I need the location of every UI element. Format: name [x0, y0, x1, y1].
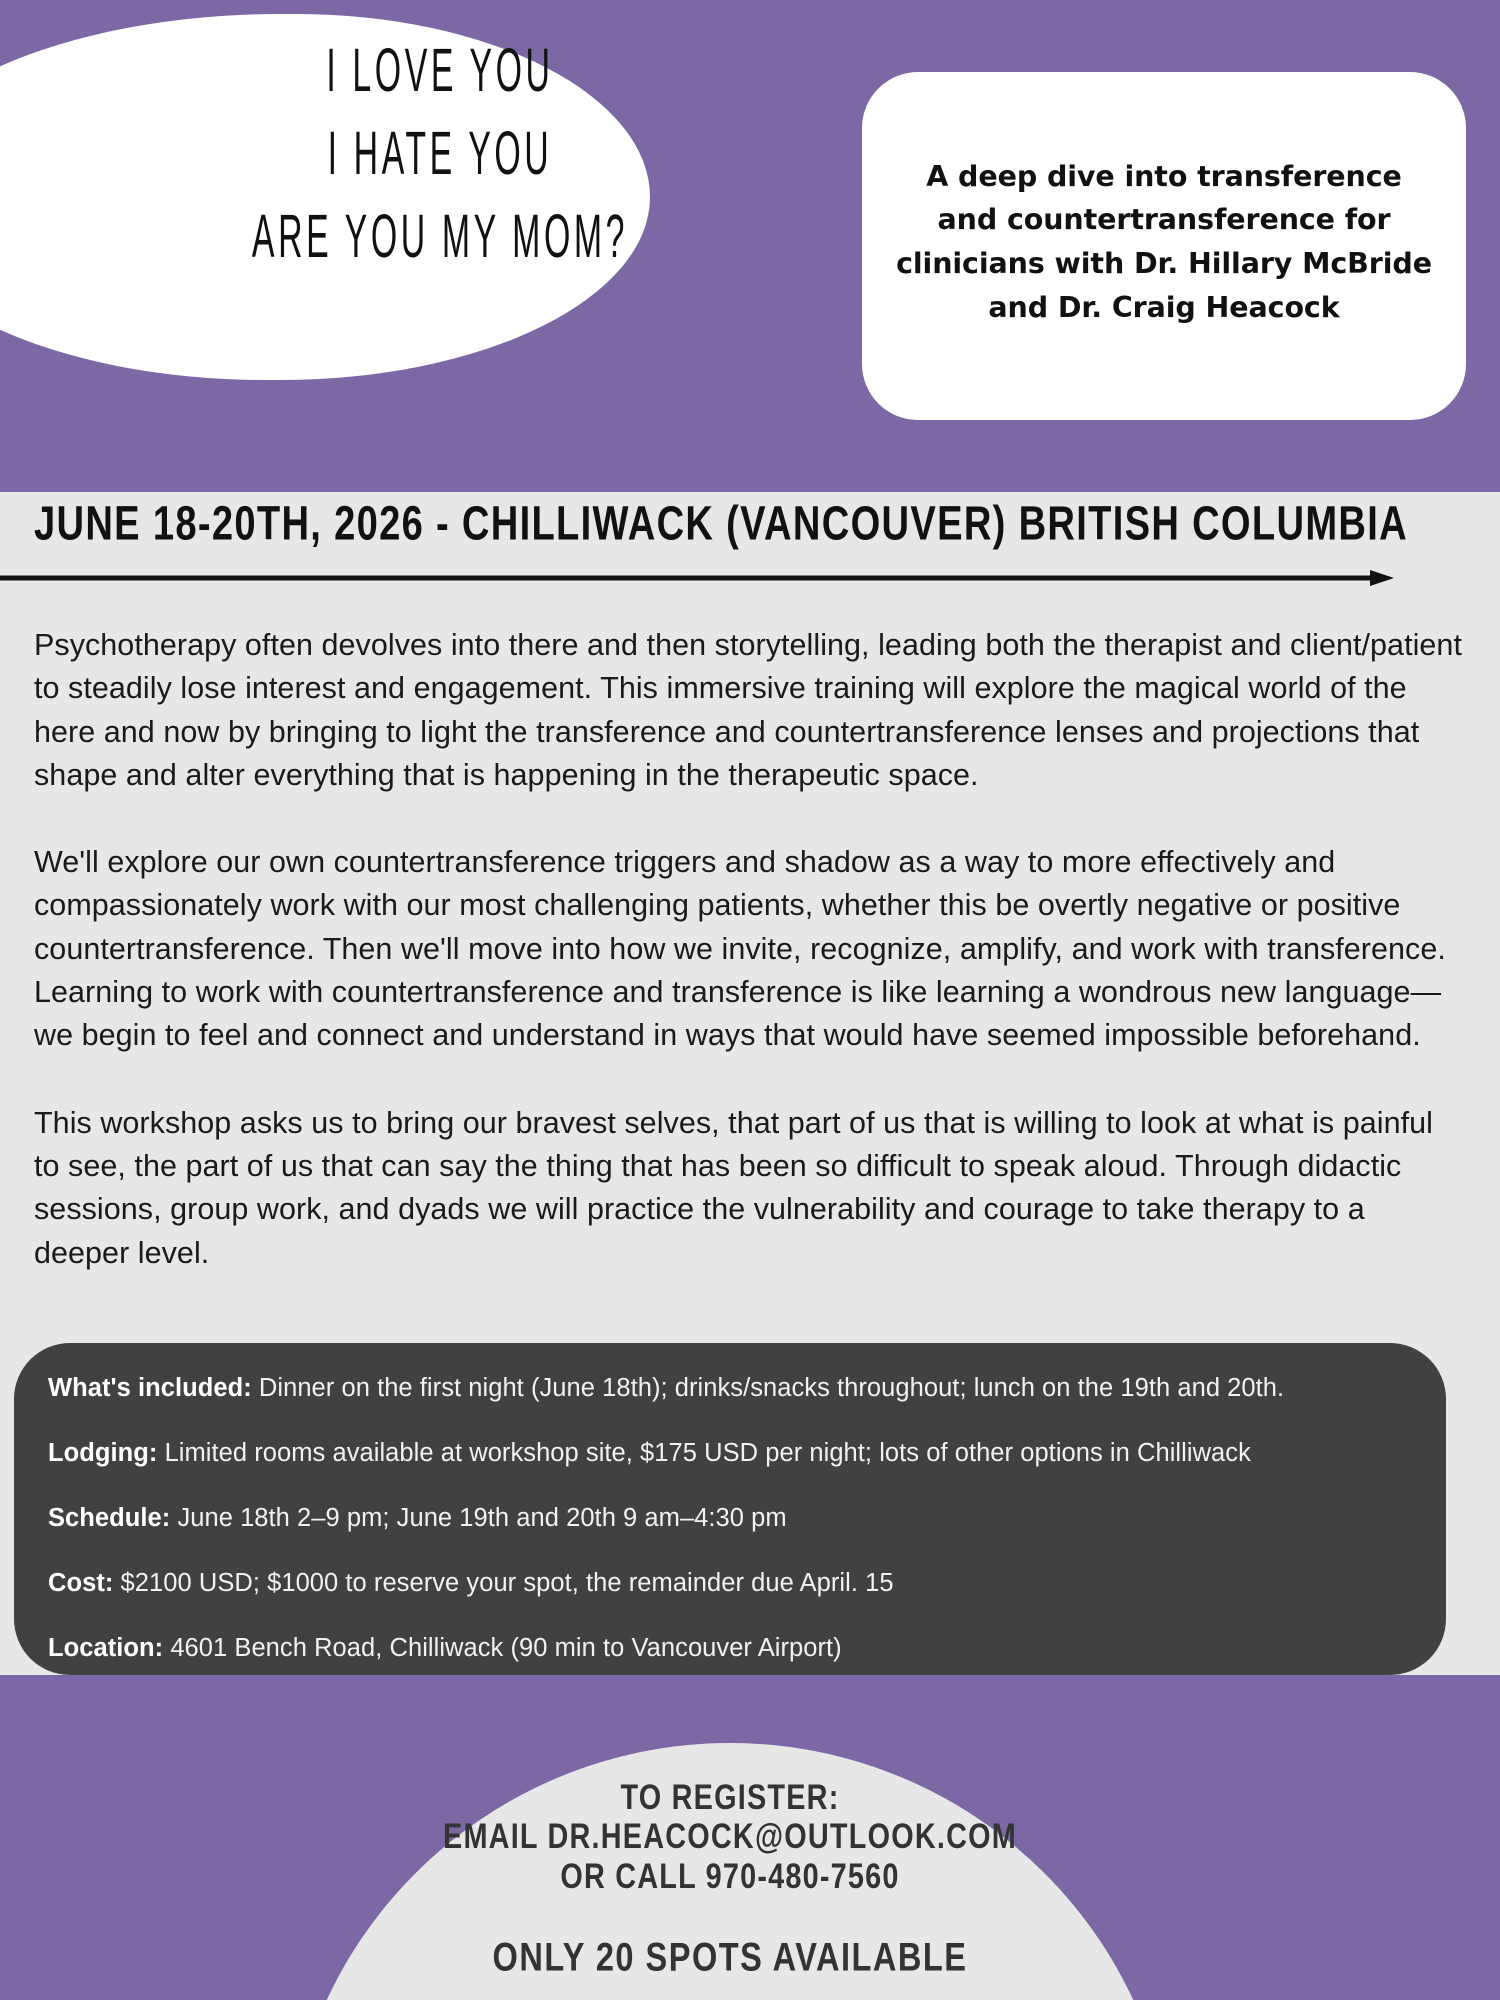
details-card: [14, 1343, 1446, 1675]
title-line-2: I HATE YOU: [327, 118, 553, 187]
subtitle-card: [862, 72, 1466, 420]
detail-label-included: What's included:: [48, 1374, 252, 1402]
title-line-1: I LOVE YOU: [326, 35, 554, 104]
register-heading: TO REGISTER:: [620, 1777, 840, 1818]
detail-value-location: 4601 Bench Road, Chilliwack (90 min to Vancouver Airport): [163, 1633, 842, 1662]
detail-value-lodging: Limited rooms available at workshop site, $175 USD per night; lots of other options in Chilliwack: [157, 1438, 1251, 1467]
detail-label-location: Location:: [48, 1633, 164, 1662]
date-banner: [0, 492, 1500, 612]
registration-block: [285, 1775, 1175, 1980]
register-phone[interactable]: OR CALL 970-480-7560: [560, 1855, 900, 1896]
register-email[interactable]: EMAIL DR.HEACOCK@OUTLOOK.COM: [443, 1816, 1017, 1857]
subtitle-text: A deep dive into transference and countertransference for clinicians with Dr. Hillary McBride and Dr. Craig Heacock: [896, 159, 1432, 324]
detail-row: [48, 1373, 1412, 1405]
description-paragraph-2: We'll explore our own countertransference triggers and shadow as a way to more effectively and compassionately work with our most challenging patients, whether this be overtly negative or positive countertransference. Then we'll move into how we invite, recognize, amplify, and work with transference. Learning to work with countertransference and transference is like learning a wondrous new language— we begin to feel and connect and understand in ways that would have seemed impossible beforehand.: [34, 845, 1446, 1053]
event-date-location: JUNE 18-20TH, 2026 - CHILLIWACK (VANCOUVER) BRITISH COLUMBIA: [34, 496, 1408, 551]
spots-available: ONLY 20 SPOTS AVAILABLE: [492, 1935, 968, 1980]
detail-value-schedule: June 18th 2–9 pm; June 19th and 20th 9 am–4:30 pm: [170, 1503, 787, 1532]
description-paragraph-3: This workshop asks us to bring our bravest selves, that part of us that is willing to look at what is painful to see, the part of us that can say the thing that has been so difficult to speak aloud. Through didactic sessions, group work, and dyads we will practice the vulnerability and courage to take therapy to a deeper level.: [34, 1105, 1433, 1270]
description-paragraph-1: Psychotherapy often devolves into there and then storytelling, leading both the therapist and client/patient to steadily lose interest and engagement. This immersive training will explore the magical world of the here and now by bringing to light the transference and countertransference lenses and projections that shape and alter everything that is happening in the therapeutic space.: [34, 628, 1462, 792]
detail-row: [48, 1503, 1412, 1535]
arrow-right-icon: [0, 570, 1396, 586]
detail-row: [48, 1568, 1412, 1600]
detail-row: [48, 1438, 1412, 1470]
title-line-3: ARE YOU MY MOM?: [251, 201, 629, 270]
hero-band: [0, 0, 1500, 492]
detail-label-cost: Cost:: [48, 1568, 114, 1597]
detail-label-lodging: Lodging:: [48, 1438, 158, 1467]
detail-row: [48, 1633, 1412, 1665]
detail-value-cost: $2100 USD; $1000 to reserve your spot, the remainder due April. 15: [113, 1568, 894, 1597]
description-block: [34, 624, 1464, 1275]
footer-band: [0, 1675, 1500, 2000]
poster-title: [160, 35, 720, 270]
detail-value-included: Dinner on the first night (June 18th); drinks/snacks throughout; lunch on the 19th and 20th.: [251, 1374, 1285, 1402]
detail-label-schedule: Schedule:: [48, 1503, 171, 1532]
